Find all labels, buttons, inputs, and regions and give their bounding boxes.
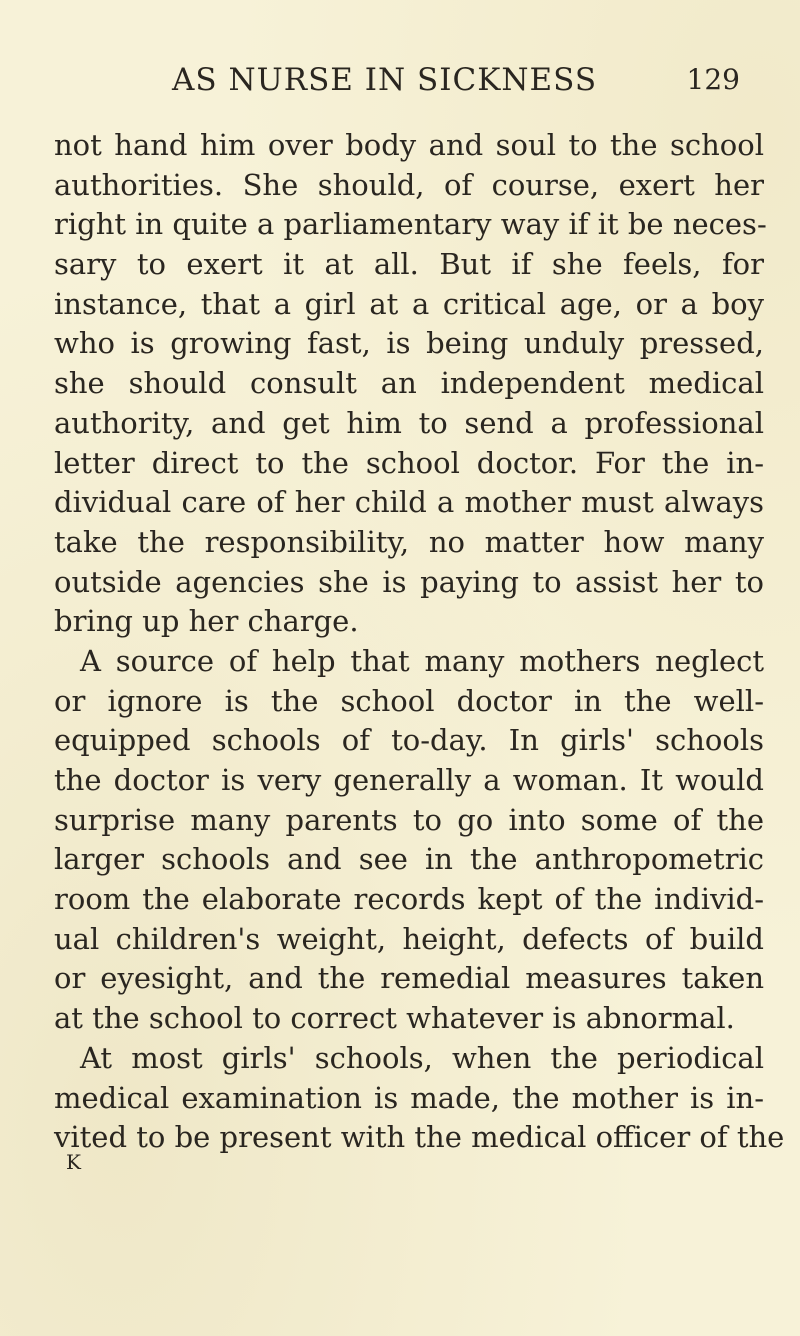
text-line: who is growing fast, is being unduly pressed, — [54, 326, 764, 361]
text-line: room the elaborate records kept of the individ- — [54, 882, 764, 917]
text-line: not hand him over body and soul to the school — [54, 128, 764, 162]
text-line: authority, and get him to send a professional — [54, 405, 764, 440]
text-line: bring up her charge. — [54, 604, 359, 639]
text-line: ual children's weight, height, defects of build — [54, 921, 764, 956]
text-line: outside agencies she is paying to assist her to — [54, 564, 764, 599]
text-line: surprise many parents to go into some of the — [54, 802, 764, 837]
body-text — [54, 126, 785, 1158]
text-line: A source of help that many mothers neglect — [80, 643, 764, 678]
text-line: dividual care of her child a mother must always — [54, 485, 764, 520]
text-line: the doctor is very generally a woman. It would — [54, 763, 764, 797]
text-line: vited to be present with the medical officer of the — [54, 1120, 785, 1155]
text-line: letter direct to the school doctor. For the in- — [54, 445, 764, 480]
text-line: sary to exert it at all. But if she feels, for — [54, 247, 764, 282]
text-line: larger schools and see in the anthropometric — [54, 842, 764, 877]
signature-mark: K — [66, 1150, 81, 1174]
text-line: equipped schools of to-day. In girls' schools — [54, 723, 764, 758]
text-line: she should consult an independent medical — [54, 366, 764, 401]
text-line: take the responsibility, no matter how many — [54, 524, 764, 559]
text-line: or ignore is the school doctor in the well- — [54, 683, 764, 718]
text-line: instance, that a girl at a critical age, or a boy — [54, 286, 764, 321]
running-title: AS NURSE IN SICKNESS — [172, 62, 598, 98]
text-line: medical examination is made, the mother is in- — [54, 1080, 764, 1115]
page-number: 129 — [686, 63, 740, 96]
text-line: right in quite a parliamentary way if it be neces- — [54, 207, 767, 242]
text-line: at the school to correct whatever is abnormal. — [54, 1001, 735, 1036]
running-head — [0, 60, 800, 100]
text-line: authorities. She should, of course, exert her — [54, 167, 764, 202]
text-line: At most girls' schools, when the periodical — [80, 1040, 764, 1075]
text-line: or eyesight, and the remedial measures taken — [54, 961, 764, 996]
